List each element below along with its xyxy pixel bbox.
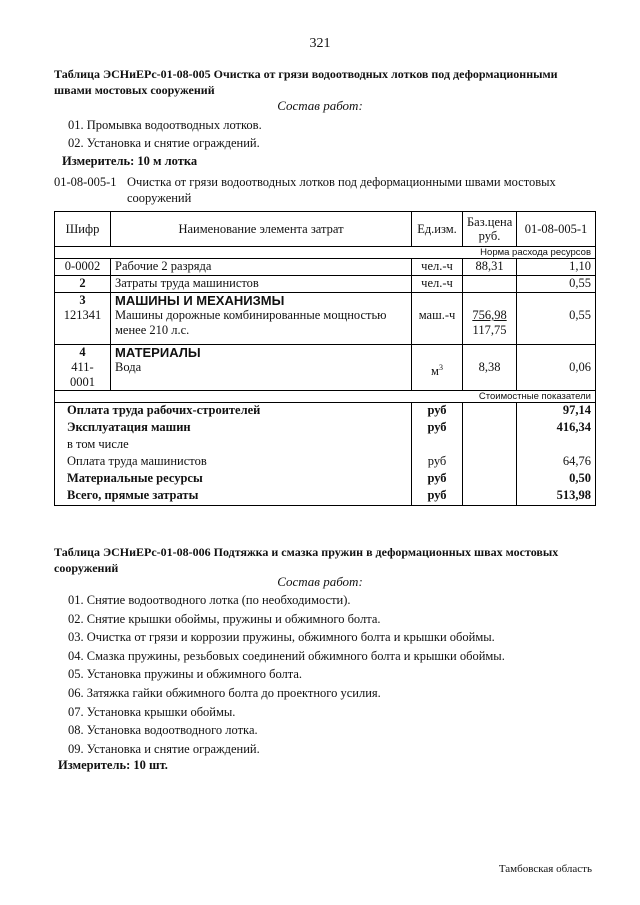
- cell-value: 1,10: [517, 259, 596, 276]
- unit-superscript: 3: [438, 363, 443, 372]
- band-norm-label: Норма расхода ресурсов: [55, 247, 596, 259]
- cost-name: Эксплуатация машин: [55, 420, 412, 437]
- cell-cipher: 411-0001: [55, 360, 111, 391]
- table2-work-item: 02. Снятие крышки обоймы, пружины и обжимного болта.: [68, 611, 381, 626]
- cell-price: [463, 308, 517, 345]
- table1-code: 01-08-005-1: [54, 175, 117, 189]
- band-row: [55, 247, 596, 259]
- cell-price: 88,31: [463, 259, 517, 276]
- table-row: [55, 259, 596, 276]
- cell-unit: чел.-ч: [412, 259, 463, 276]
- table2-work-item: 03. Очистка от грязи и коррозии пружины, обжимного болта и крышки обоймы.: [68, 630, 495, 645]
- table1-work-item: 02. Установка и снятие ограждений.: [68, 136, 260, 150]
- col-header-price: Баз.цена руб.: [463, 212, 517, 247]
- table-row: [55, 276, 596, 293]
- cell-cipher: 121341: [55, 308, 111, 345]
- cost-value: 416,34: [517, 420, 596, 437]
- cell-cipher: 4: [55, 345, 111, 361]
- section-title: МАТЕРИАЛЫ: [111, 345, 412, 361]
- cost-value: 97,14: [517, 403, 596, 421]
- cell-name: Машины дорожные комбинированные мощностью менее 210 л.с.: [111, 308, 412, 345]
- table1-code-line: [54, 174, 594, 206]
- table2-work-item: 05. Установка пружины и обжимного болта.: [68, 667, 303, 682]
- table-header-row: [55, 212, 596, 247]
- table1-code-text: Очистка от грязи водоотводных лотков под деформационными швами мостовых сооружений: [127, 175, 556, 205]
- table1-meter: Измеритель: 10 м лотка: [62, 154, 198, 168]
- section-row: [55, 293, 596, 309]
- cost-row: [55, 471, 596, 488]
- cell-value: 0,55: [517, 308, 596, 345]
- cell-cipher: 2: [55, 276, 111, 293]
- table2-work-item: 06. Затяжка гайки обжимного болта до проектного усилия.: [68, 685, 381, 700]
- cost-unit: руб: [412, 403, 463, 421]
- table2-meter: Измеритель: 10 шт.: [58, 758, 168, 772]
- section-row: [55, 345, 596, 361]
- cell-price-main: 756,98: [472, 308, 507, 322]
- table2-work-item: 08. Установка водоотводного лотка.: [68, 723, 258, 738]
- unit-text: м: [431, 364, 439, 379]
- cell-price-secondary: 117,75: [472, 323, 507, 337]
- table2-work-item: 04. Смазка пружины, резьбовых соединений обжимного болта и крышки обоймы.: [68, 648, 505, 663]
- col-header-code: 01-08-005-1: [517, 212, 596, 247]
- cost-unit: [412, 437, 463, 454]
- col-header-unit: Ед.изм.: [412, 212, 463, 247]
- cell-unit: [412, 360, 463, 391]
- cell-value: 0,55: [517, 276, 596, 293]
- table1-title: Таблица ЭСНиЕРс-01-08-005 Очистка от грязи водоотводных лотков под деформационными швами мостовых сооружений: [54, 67, 558, 97]
- table2-work-item: 01. Снятие водоотводного лотка (по необходимости).: [68, 593, 351, 607]
- cell-name: Затраты труда машинистов: [111, 276, 412, 293]
- cell-price: 8,38: [463, 360, 517, 391]
- cost-name: Всего, прямые затраты: [55, 488, 412, 506]
- cell-price: [463, 276, 517, 293]
- cost-row: [55, 437, 596, 454]
- table2-work-item: 09. Установка и снятие ограждений.: [68, 741, 260, 756]
- table2-work-list: [68, 591, 505, 758]
- page-number: 321: [309, 36, 331, 51]
- cost-unit: руб: [412, 471, 463, 488]
- table2-work-heading: Состав работ:: [277, 574, 363, 589]
- table1-work-heading: Состав работ:: [277, 98, 363, 113]
- table2-title: Таблица ЭСНиЕРс-01-08-006 Подтяжка и смазка пружин в деформационных швах мостовых сооружений: [54, 545, 559, 575]
- cost-unit: руб: [412, 420, 463, 437]
- cell-cipher: 3: [55, 293, 111, 309]
- cell-unit: маш.-ч: [412, 308, 463, 345]
- cost-row: [55, 403, 596, 421]
- col-header-name: Наименование элемента затрат: [111, 212, 412, 247]
- col-header-cipher: Шифр: [55, 212, 111, 247]
- cost-name: Оплата труда машинистов: [55, 454, 412, 471]
- table1-work-item: 01. Промывка водоотводных лотков.: [68, 118, 262, 132]
- cell-unit: чел.-ч: [412, 276, 463, 293]
- cell-value: 0,06: [517, 360, 596, 391]
- cost-value: 64,76: [517, 454, 596, 471]
- cost-name: в том числе: [55, 437, 412, 454]
- cost-value: 0,50: [517, 471, 596, 488]
- cell-cipher: 0-0002: [55, 259, 111, 276]
- cost-unit: руб: [412, 488, 463, 506]
- resource-table: [54, 211, 596, 506]
- cost-name: Материальные ресурсы: [55, 471, 412, 488]
- table-row: [55, 360, 596, 391]
- table2-work-item: 07. Установка крышки обоймы.: [68, 704, 236, 719]
- cost-row: [55, 488, 596, 506]
- band-row: [55, 391, 596, 403]
- cost-value: 513,98: [517, 488, 596, 506]
- cell-name: Вода: [111, 360, 412, 391]
- cost-name: Оплата труда рабочих-строителей: [55, 403, 412, 421]
- band-cost-label: Стоимостные показатели: [55, 391, 596, 403]
- table-row: [55, 308, 596, 345]
- cost-row: [55, 420, 596, 437]
- footer-region: Тамбовская область: [498, 863, 592, 875]
- section-title: МАШИНЫ И МЕХАНИЗМЫ: [111, 293, 412, 309]
- cell-name: Рабочие 2 разряда: [111, 259, 412, 276]
- cost-row: [55, 454, 596, 471]
- cost-unit: руб: [412, 454, 463, 471]
- cost-value: [517, 437, 596, 454]
